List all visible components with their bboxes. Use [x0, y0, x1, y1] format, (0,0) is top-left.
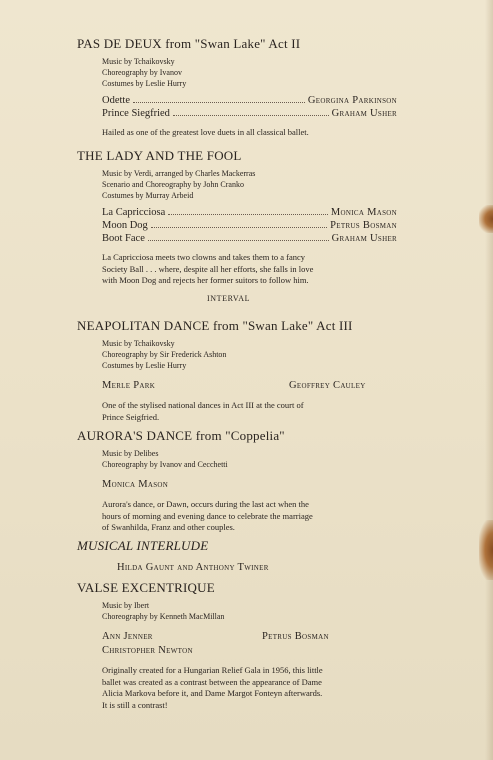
cast-list [102, 95, 397, 121]
interval-label: INTERVAL [207, 294, 251, 303]
credit-line: Choreography by Sir Frederick Ashton [102, 350, 227, 359]
cast-row [102, 207, 397, 220]
dancer-pair [102, 645, 397, 659]
description-line: with Moon Dog and rejects her former suitors to follow him. [102, 275, 309, 285]
credit-line: Choreography by Ivanov and Cecchetti [102, 460, 228, 469]
credits [102, 168, 397, 201]
credit-line: Choreography by Kenneth MacMillan [102, 612, 225, 621]
description [102, 400, 397, 423]
dancer-name: Ann Jenner [102, 631, 153, 642]
description-line: of Swanhilda, Franz and other couples. [102, 522, 235, 532]
description-line: La Capricciosa meets two clowns and takes them to a fancy [102, 252, 305, 262]
credits [102, 448, 397, 470]
dot-leader [133, 102, 305, 103]
description: Hailed as one of the greatest love duets in all classical ballet. [102, 127, 309, 137]
description-line: One of the stylised national dances in Act III at the court of [102, 400, 304, 410]
description [102, 499, 397, 534]
section-pas-de-deux [77, 36, 397, 139]
credit-line: Costumes by Leslie Hurry [102, 361, 187, 370]
performer-names: Hilda Gaunt and Anthony Twiner [117, 562, 269, 573]
role-name: Boot Face [102, 233, 145, 244]
section-aurora [77, 428, 397, 534]
credit-line: Music by Tchaikovsky [102, 339, 175, 348]
section-valse [77, 580, 397, 711]
dancer-name: Geoffrey Cauley [289, 380, 366, 391]
description [102, 665, 397, 711]
credit-line: Scenario and Choreography by John Cranko [102, 180, 244, 189]
role-name: Prince Siegfried [102, 108, 170, 119]
performers [102, 562, 397, 576]
description [102, 252, 397, 287]
credit-line: Costumes by Murray Arbeid [102, 191, 194, 200]
description-line: Society Ball . . . where, despite all her efforts, she falls in love [102, 263, 314, 274]
section-title: MUSICAL INTERLUDE [77, 538, 209, 553]
credits [102, 338, 397, 371]
cast-list [102, 207, 397, 246]
dot-leader [168, 214, 328, 215]
credit-line: Costumes by Leslie Hurry [102, 79, 187, 88]
section-lady-and-fool [77, 148, 397, 287]
dancer-pair [102, 380, 397, 394]
credit-line: Music by Delibes [102, 449, 159, 458]
section-title: AURORA'S DANCE from "Coppelia" [77, 428, 285, 443]
description-line: ballet was created as a contrast between the appearance of Dame [102, 676, 322, 687]
section-title: VALSE EXCENTRIQUE [77, 580, 215, 595]
credit-line: Music by Verdi, arranged by Charles Mackerras [102, 169, 256, 178]
section-interlude [77, 538, 397, 576]
cast-row [102, 220, 397, 233]
dancer-pair [102, 479, 397, 493]
description-line: Prince Seigfried. [102, 411, 160, 422]
dancer-name: Monica Mason [330, 207, 397, 218]
dancer-name: Graham Usher [331, 108, 397, 119]
role-name: Moon Dog [102, 220, 148, 231]
dancer-name: Monica Mason [102, 479, 169, 490]
description-line: hours of morning and evening dance to celebrate the marriage [102, 510, 313, 521]
section-title: THE LADY AND THE FOOL [77, 148, 242, 163]
cast-row [102, 95, 397, 108]
credit-line: Music by Tchaikovsky [102, 57, 175, 66]
dancer-name: Georgina Parkinson [307, 95, 397, 106]
description-line: Originally created for a Hungarian Relief Gala in 1956, this little [102, 665, 323, 675]
dancer-name: Graham Usher [331, 233, 397, 244]
dancer-name: Christopher Newton [102, 645, 193, 656]
credit-line: Music by Ibert [102, 601, 150, 610]
dancer-name: Petrus Bosman [330, 220, 397, 231]
section-title: PAS DE DEUX from "Swan Lake" Act II [77, 36, 301, 51]
dancer-pair [102, 631, 397, 645]
dancer-name: Petrus Bosman [262, 631, 329, 642]
section-neapolitan [77, 318, 397, 423]
description-line: It is still a contrast! [102, 699, 168, 710]
description-line: Alicia Markova before it, and Dame Margot Fonteyn afterwards. [102, 688, 323, 698]
credits [102, 600, 397, 622]
dot-leader [148, 240, 329, 241]
role-name: La Capricciosa [102, 207, 166, 218]
description-line: Aurora's dance, or Dawn, occurs during the last act when the [102, 499, 309, 509]
dot-leader [173, 115, 329, 116]
cast-row [102, 108, 397, 121]
credit-line: Choreography by Ivanov [102, 68, 182, 77]
section-title: NEAPOLITAN DANCE from "Swan Lake" Act III [77, 318, 353, 333]
dot-leader [151, 227, 327, 228]
role-name: Odette [102, 95, 130, 106]
page-edge-shadow [485, 0, 493, 760]
credits [102, 56, 397, 89]
dancer-name: Merle Park [102, 380, 156, 391]
cast-row [102, 233, 397, 246]
